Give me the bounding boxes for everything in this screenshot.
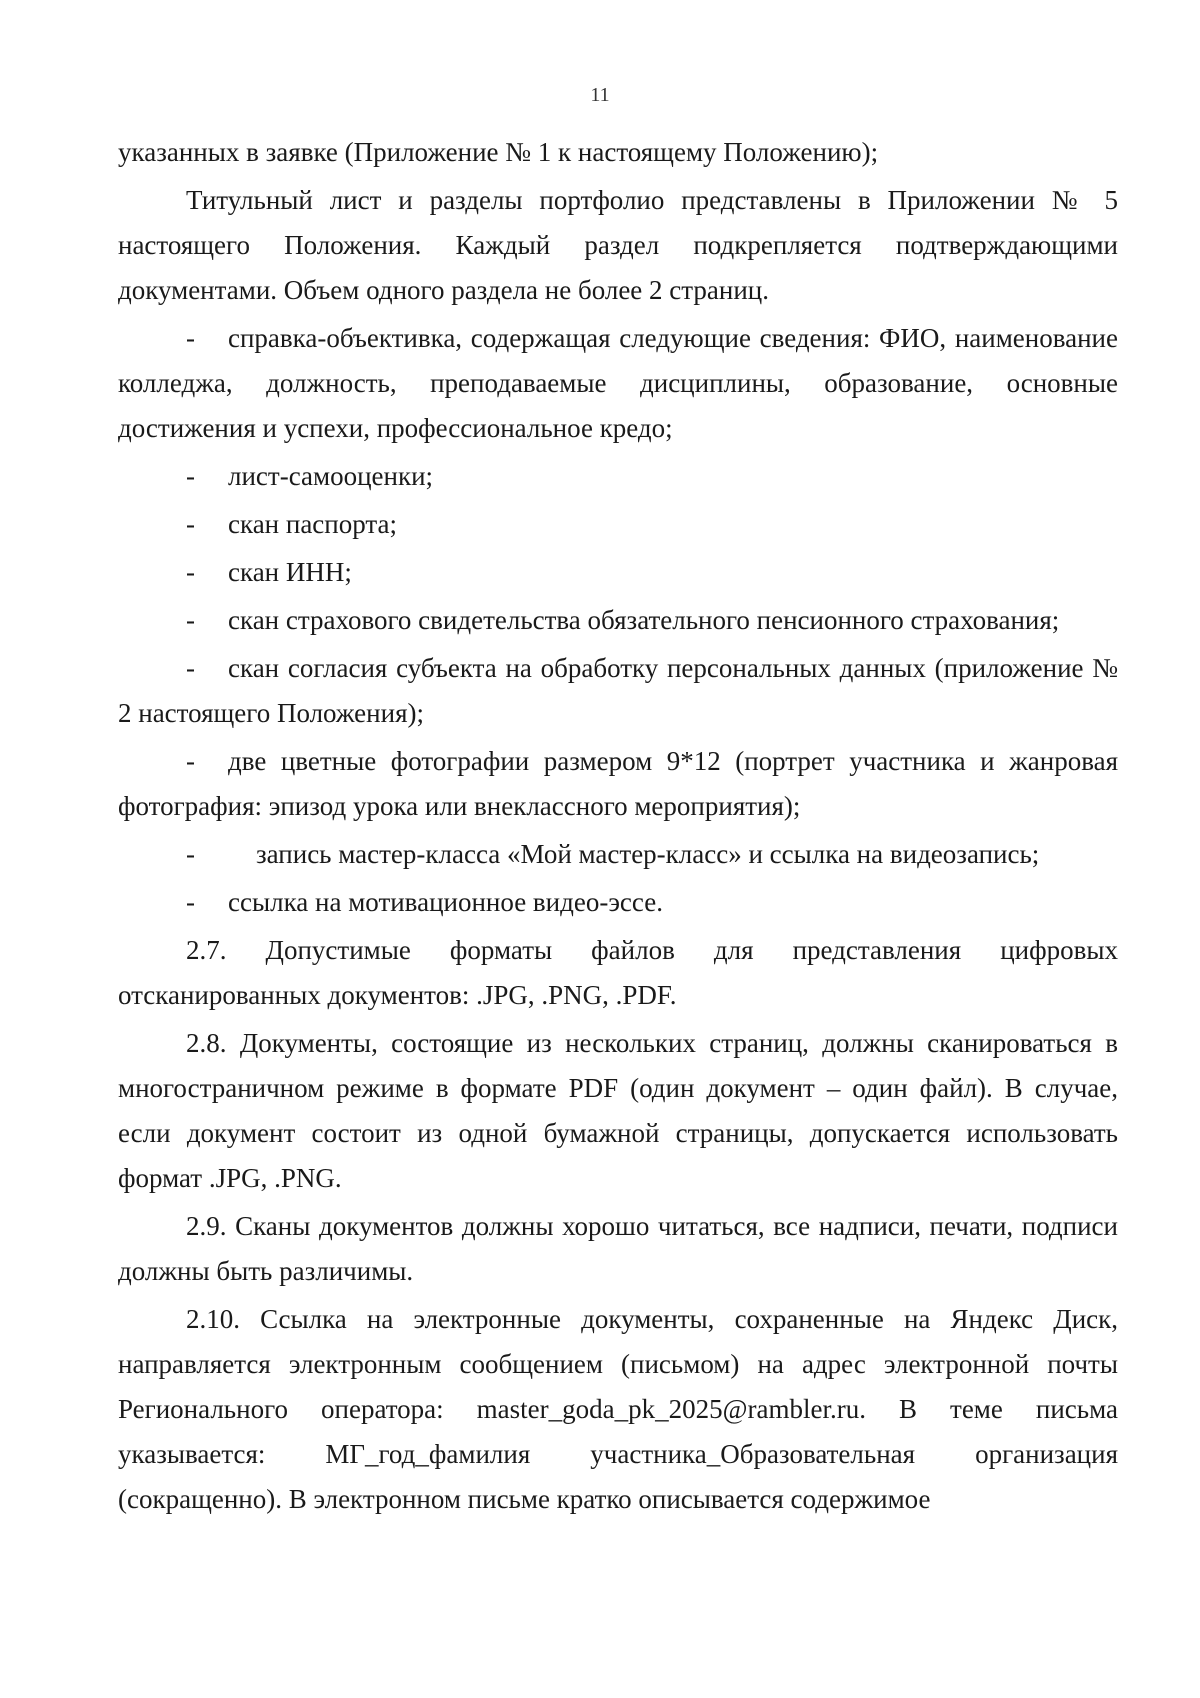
list-item-text: справка-объективка, содержащая следующие сведения: ФИО, наименование колледжа, должность, преподаваемые дисциплины, образование, основные достижения и успехи, профессиональное кредо;: [118, 323, 1118, 443]
paragraph-portfolio: Титульный лист и разделы портфолио представлены в Приложении № 5 настоящего Положения. Каждый раздел подкрепляется подтверждающими документами. Объем одного раздела не более 2 страниц.: [118, 185, 1118, 305]
list-item: [118, 739, 1118, 829]
list-dash: -: [186, 509, 195, 539]
list-dash: -: [186, 323, 195, 353]
list-item-text: скан согласия субъекта на обработку персональных данных (приложение № 2 настоящего Положения);: [118, 653, 1118, 728]
list-item: [118, 316, 1118, 451]
list-dash: -: [186, 461, 195, 491]
list-dash: -: [186, 605, 195, 635]
list-item-text: скан паспорта;: [228, 509, 398, 539]
list-item-text: лист-самооценки;: [228, 461, 434, 491]
list-item-text: запись мастер-класса «Мой мастер-класс» и ссылка на видеозапись;: [256, 839, 1040, 869]
paragraph-continuation: указанных в заявке (Приложение № 1 к настоящему Положению);: [118, 137, 879, 167]
list-dash: -: [186, 653, 195, 683]
list-item: [118, 880, 1118, 925]
list-item-text: скан страхового свидетельства обязательного пенсионного страхования;: [228, 605, 1060, 635]
list-item-text: две цветные фотографии размером 9*12 (портрет участника и жанровая фотография: эпизод урока или внеклассного мероприятия);: [118, 746, 1118, 821]
list-item: [118, 550, 1118, 595]
section-2-8: 2.8. Документы, состоящие из нескольких страниц, должны сканироваться в многостраничном режиме в формате PDF (один документ – один файл). В случае, если документ состоит из одной бумажной страницы, допускается использовать формат .JPG, .PNG.: [118, 1028, 1118, 1193]
list-item: [118, 502, 1118, 547]
list-item-text: скан ИНН;: [228, 557, 352, 587]
document-body: [118, 130, 1118, 1525]
section-2-9: 2.9. Сканы документов должны хорошо читаться, все надписи, печати, подписи должны быть различимы.: [118, 1211, 1118, 1286]
page-number: 11: [590, 84, 610, 106]
list-dash: -: [186, 887, 195, 917]
list-item: [118, 646, 1118, 736]
list-dash: -: [186, 557, 195, 587]
section-2-10: 2.10. Ссылка на электронные документы, сохраненные на Яндекс Диск, направляется электронным сообщением (письмом) на адрес электронной почты Регионального оператора: master_goda_pk_2025@rambler.ru. В теме письма указывается: МГ_год_фамилия участника_Образовательная организация (сокращенно). В электронном письме кратко описывается содержимое: [118, 1304, 1118, 1514]
list-item-text: ссылка на мотивационное видео-эссе.: [228, 887, 663, 917]
section-2-7: 2.7. Допустимые форматы файлов для представления цифровых отсканированных документов: .JPG, .PNG, .PDF.: [118, 935, 1118, 1010]
list-item: [118, 598, 1118, 643]
list-dash: -: [186, 839, 195, 869]
list-item: [118, 832, 1118, 877]
list-item: [118, 454, 1118, 499]
list-dash: -: [186, 746, 195, 776]
